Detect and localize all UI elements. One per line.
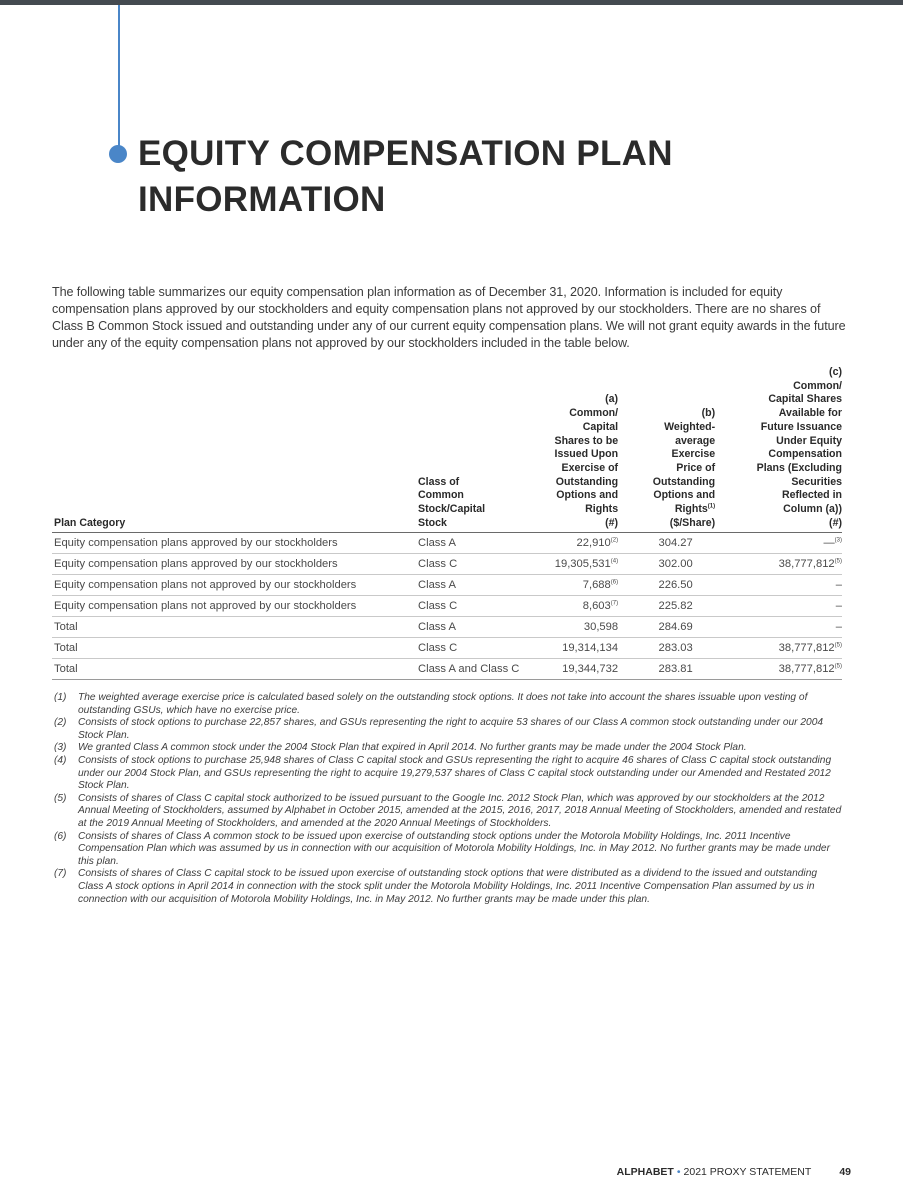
cell-class: Class C bbox=[418, 638, 537, 659]
page-number: 49 bbox=[839, 1166, 851, 1178]
top-border-bar bbox=[0, 0, 903, 5]
cell-column-c: – bbox=[725, 596, 842, 617]
section-title bbox=[138, 131, 673, 223]
accent-bullet-dot bbox=[109, 145, 127, 163]
footer-brand: ALPHABET bbox=[616, 1166, 674, 1178]
page-footer bbox=[617, 1166, 851, 1178]
cell-column-c: – bbox=[725, 575, 842, 596]
footnote bbox=[54, 742, 844, 755]
table-header-row bbox=[52, 366, 842, 533]
footer-document-name: 2021 PROXY STATEMENT bbox=[683, 1166, 812, 1178]
footnote bbox=[54, 717, 844, 742]
cell-column-b: 283.03 bbox=[618, 638, 725, 659]
table-row bbox=[52, 596, 842, 617]
cell-plan-category: Total bbox=[52, 638, 418, 659]
cell-column-a: 22,910$^{(2)}$ bbox=[537, 533, 619, 554]
footnote-text: We granted Class A common stock under the 2004 Stock Plan that expired in April 2014. No further grants may be made under the 2004 Stock Plan. bbox=[78, 742, 747, 754]
header-column-c: (c) Common/ Capital Shares Available for Future Issuance Under Equity Compensation Plans (Excluding Securities Reflected in Column (a)) (#) bbox=[725, 366, 842, 533]
intro-paragraph: The following table summarizes our equity compensation plan information as of December 31, 2020. Information is included for equity compensation plans approved by our stockholders and equity compensation plans not approved by our stockholders. There are no shares of Class B Common Stock issued and outstanding under any of our current equity compensation plans. We will not grant equity awards in the future under any of the equity compensation plans not approved by our stockholders included in the table below. bbox=[52, 285, 846, 350]
cell-column-b: 225.82 bbox=[618, 596, 725, 617]
footnote bbox=[54, 755, 844, 793]
cell-column-b: 284.69 bbox=[618, 617, 725, 638]
cell-column-b: 226.50 bbox=[618, 575, 725, 596]
table-row bbox=[52, 638, 842, 659]
footnote bbox=[54, 692, 844, 717]
cell-class: Class A bbox=[418, 533, 537, 554]
footnote-text: Consists of stock options to purchase 22,857 shares, and GSUs representing the right to acquire 53 shares of our Class A common stock outstanding under our 2004 Stock Plan. bbox=[78, 717, 824, 741]
cell-plan-category: Total bbox=[52, 659, 418, 680]
cell-column-c: 38,777,812$^{(5)}$ bbox=[725, 659, 842, 680]
cell-column-c: – bbox=[725, 617, 842, 638]
cell-column-a: 30,598 bbox=[537, 617, 619, 638]
cell-column-b: 302.00 bbox=[618, 554, 725, 575]
cell-column-a: 7,688$^{(6)}$ bbox=[537, 575, 619, 596]
footnote-number: (5) bbox=[54, 792, 67, 804]
cell-column-b: 283.81 bbox=[618, 659, 725, 680]
cell-column-a: 19,314,134 bbox=[537, 638, 619, 659]
table-row bbox=[52, 659, 842, 680]
section-title-line1: EQUITY COMPENSATION PLAN bbox=[138, 134, 673, 173]
footnote-text: Consists of stock options to purchase 25,948 shares of Class C capital stock and GSUs representing the right to acquire 46 shares of Class C capital stock outstanding under our 2004 Stock Plan, and GSUs representing the right to acquire 19,279,537 shares of Class C capital stock outstanding under our Amended and Restated 2012 Stock Plan. bbox=[78, 754, 832, 792]
table-row bbox=[52, 617, 842, 638]
footnote bbox=[54, 793, 844, 831]
footnote-number: (3) bbox=[54, 742, 67, 754]
table-row bbox=[52, 533, 842, 554]
cell-column-a: 8,603$^{(7)}$ bbox=[537, 596, 619, 617]
footnote-number: (7) bbox=[54, 868, 67, 880]
footnote bbox=[54, 868, 844, 906]
cell-column-c: 38,777,812$^{(5)}$ bbox=[725, 554, 842, 575]
cell-plan-category: Equity compensation plans approved by our stockholders bbox=[52, 533, 418, 554]
cell-class: Class C bbox=[418, 554, 537, 575]
cell-plan-category: Equity compensation plans not approved by our stockholders bbox=[52, 596, 418, 617]
cell-column-c: 38,777,812$^{(5)}$ bbox=[725, 638, 842, 659]
table-row bbox=[52, 554, 842, 575]
cell-class: Class A bbox=[418, 617, 537, 638]
cell-plan-category: Equity compensation plans approved by our stockholders bbox=[52, 554, 418, 575]
cell-class: Class A bbox=[418, 575, 537, 596]
footnotes-list bbox=[54, 692, 844, 906]
footnote-text: Consists of shares of Class C capital stock to be issued upon exercise of outstanding stock options that were distributed as a dividend to the issued and outstanding Class A stock options in April 2014 in connection with the stock split under the Motorola Mobility Holdings, Inc. 2011 Incentive Compensation Plan assumed by us in connection with our acquisition of Motorola Mobility Holdings, Inc. in May 2012. No further grants may be made under this plan. bbox=[78, 868, 818, 905]
header-plan-category: Plan Category bbox=[52, 366, 418, 533]
footnote-text: The weighted average exercise price is calculated based solely on the outstanding stock options. It does not take into account the shares issuable upon vesting of outstanding GSUs, which have no exercise price. bbox=[78, 692, 808, 716]
header-class: Class of Common Stock/Capital Stock bbox=[418, 366, 537, 533]
footnote-number: (1) bbox=[54, 692, 67, 703]
cell-class: Class A and Class C bbox=[418, 659, 537, 680]
footnote-number: (6) bbox=[54, 830, 67, 842]
cell-class: Class C bbox=[418, 596, 537, 617]
footnote-number: (2) bbox=[54, 717, 67, 729]
header-column-b: (b) Weighted- average Exercise Price of Outstanding Options and Rights$^{(1)}$ ($/Share) bbox=[618, 366, 725, 533]
footnote bbox=[54, 831, 844, 869]
cell-column-a: 19,344,732 bbox=[537, 659, 619, 680]
footnote-number: (4) bbox=[54, 754, 67, 766]
table-row bbox=[52, 575, 842, 596]
cell-plan-category: Equity compensation plans not approved by our stockholders bbox=[52, 575, 418, 596]
accent-vertical-line bbox=[118, 5, 120, 153]
header-column-a: (a) Common/ Capital Shares to be Issued Upon Exercise of Outstanding Options and Rights (#) bbox=[537, 366, 619, 533]
cell-column-a: 19,305,531$^{(4)}$ bbox=[537, 554, 619, 575]
cell-plan-category: Total bbox=[52, 617, 418, 638]
section-title-line2: INFORMATION bbox=[138, 180, 386, 219]
equity-compensation-table bbox=[52, 366, 842, 680]
footnote-text: Consists of shares of Class A common stock to be issued upon exercise of outstanding stock options under the Motorola Mobility Holdings, Inc. 2011 Incentive Compensation Plan which was assumed by us in connection with our acquisition of Motorola Mobility Holdings, Inc. in May 2012. No further grants may be made under this plan. bbox=[78, 830, 830, 867]
footnote-text: Consists of shares of Class C capital stock authorized to be issued pursuant to the Google Inc. 2012 Stock Plan, which was approved by our stockholders at the 2012 Annual Meeting of Stockholders, assumed by Alphabet in October 2015, amended at the 2015, 2016, 2017, 2018 Annual Meeting of Stockholders, amended and restated at the 2019 Annual Meeting of Stockholders, and amended at the 2020 Annual Meetings of Stockholders. bbox=[78, 792, 842, 829]
cell-column-b: 304.27 bbox=[618, 533, 725, 554]
footer-separator: • bbox=[676, 1166, 681, 1178]
cell-column-c: —$^{(3)}$ bbox=[725, 533, 842, 554]
